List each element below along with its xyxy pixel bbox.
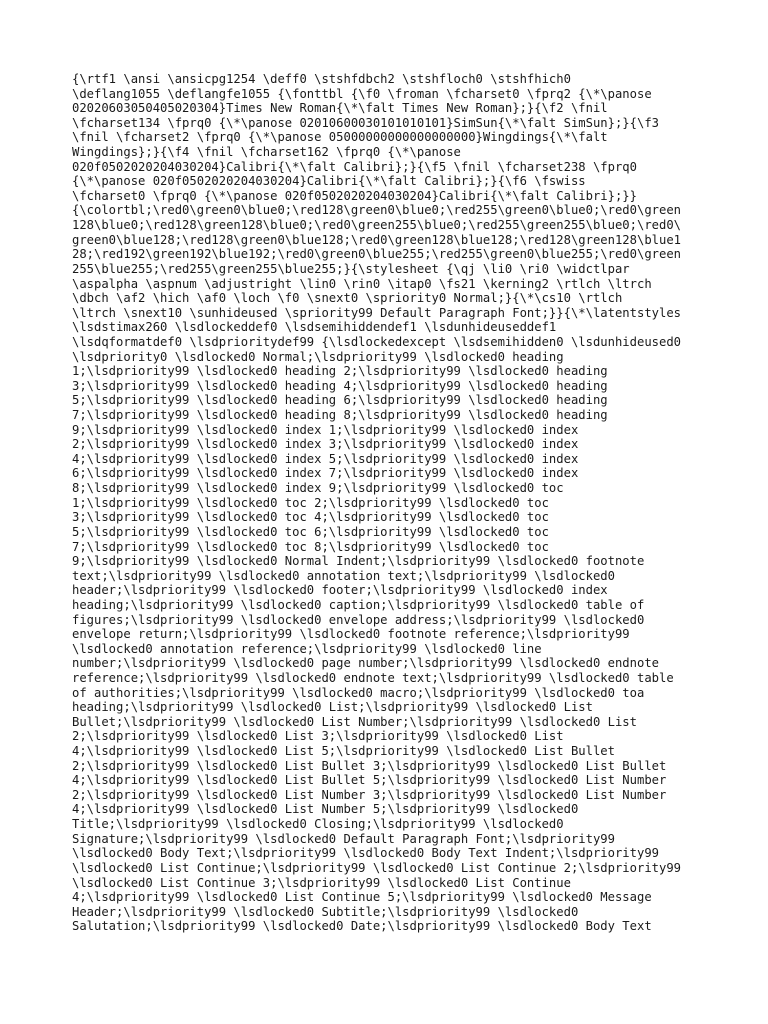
text-line: 3;\lsdpriority99 \lsdlocked0 heading 4;\lsdpriority99 \lsdlocked0 heading (72, 378, 608, 393)
text-line: heading;\lsdpriority99 \lsdlocked0 List;\lsdpriority99 \lsdlocked0 List (72, 700, 593, 715)
text-line: 2;\lsdpriority99 \lsdlocked0 List Number 3;\lsdpriority99 \lsdlocked0 List Number (72, 787, 667, 802)
text-line: 9;\lsdpriority99 \lsdlocked0 Normal Indent;\lsdpriority99 \lsdlocked0 footnote (72, 554, 645, 569)
text-line: Header;\lsdpriority99 \lsdlocked0 Subtitle;\lsdpriority99 \lsdlocked0 (72, 904, 579, 919)
text-line: Salutation;\lsdpriority99 \lsdlocked0 Date;\lsdpriority99 \lsdlocked0 Body Text (72, 919, 652, 934)
text-line: \lsdstimax260 \lsdlockeddef0 \lsdsemihiddendef1 \lsdunhideuseddef1 (72, 320, 557, 335)
text-line: \ltrch \snext10 \sunhideused \spriority99 Default Paragraph Font;}}{\*\latentstyles (72, 305, 682, 320)
text-line: 7;\lsdpriority99 \lsdlocked0 toc 8;\lsdpriority99 \lsdlocked0 toc (72, 539, 549, 554)
text-line: text;\lsdpriority99 \lsdlocked0 annotation text;\lsdpriority99 \lsdlocked0 (72, 568, 615, 583)
text-line: figures;\lsdpriority99 \lsdlocked0 envelope address;\lsdpriority99 \lsdlocked0 (72, 612, 645, 627)
text-line: \lsdlocked0 Body Text;\lsdpriority99 \lsdlocked0 Body Text Indent;\lsdpriority99 (72, 846, 659, 861)
text-line: 4;\lsdpriority99 \lsdlocked0 List Continue 5;\lsdpriority99 \lsdlocked0 Message (72, 890, 652, 905)
text-line: \lsdpriority0 \lsdlocked0 Normal;\lsdpriority99 \lsdlocked0 heading (72, 349, 564, 364)
text-line: \aspalpha \aspnum \adjustright \lin0 \rin0 \itap0 \fs21 \kerning2 \rtlch \ltrch (72, 276, 652, 291)
text-line: 4;\lsdpriority99 \lsdlocked0 List Bullet 5;\lsdpriority99 \lsdlocked0 List Number (72, 773, 667, 788)
text-line: 2;\lsdpriority99 \lsdlocked0 List 3;\lsdpriority99 \lsdlocked0 List (72, 729, 564, 744)
text-line: 8;\lsdpriority99 \lsdlocked0 index 9;\lsdpriority99 \lsdlocked0 toc (72, 481, 564, 496)
text-line: green0\blue128;\red128\green0\blue128;\red0\green128\blue128;\red128\green128\blue1 (72, 232, 682, 247)
text-line: \fcharset0 \fprq0 {\*\panose 020f0502020204030204}Calibri{\*\falt Calibri};}} (72, 188, 637, 203)
text-line: 9;\lsdpriority99 \lsdlocked0 index 1;\lsdpriority99 \lsdlocked0 index (72, 422, 579, 437)
text-line: reference;\lsdpriority99 \lsdlocked0 endnote text;\lsdpriority99 \lsdlocked0 table (72, 670, 674, 685)
text-line: \deflang1055 \deflangfe1055 {\fonttbl {\f0 \froman \fcharset0 \fprq2 {\*\panose (72, 86, 652, 101)
text-line: 255\blue255;\red255\green255\blue255;}{\stylesheet {\qj \li0 \ri0 \widctlpar (72, 261, 630, 276)
text-line: header;\lsdpriority99 \lsdlocked0 footer;\lsdpriority99 \lsdlocked0 index (72, 583, 608, 598)
text-line: 2;\lsdpriority99 \lsdlocked0 List Bullet 3;\lsdpriority99 \lsdlocked0 List Bullet (72, 758, 667, 773)
text-line: Title;\lsdpriority99 \lsdlocked0 Closing;\lsdpriority99 \lsdlocked0 (72, 817, 564, 832)
text-line: 7;\lsdpriority99 \lsdlocked0 heading 8;\lsdpriority99 \lsdlocked0 heading (72, 408, 608, 423)
text-line: \lsdlocked0 List Continue 3;\lsdpriority99 \lsdlocked0 List Continue (72, 875, 571, 890)
text-line: of authorities;\lsdpriority99 \lsdlocked0 macro;\lsdpriority99 \lsdlocked0 toa (72, 685, 645, 700)
text-line: {\colortbl;\red0\green0\blue0;\red128\green0\blue0;\red255\green0\blue0;\red0\green (72, 203, 682, 218)
text-line: 02020603050405020304}Times New Roman{\*\falt Times New Roman};}{\f2 \fnil (72, 101, 608, 116)
text-line: 128\blue0;\red128\green128\blue0;\red0\green255\blue0;\red255\green255\blue0;\red0\ (72, 218, 682, 233)
text-line: {\rtf1 \ansi \ansicpg1254 \deff0 \stshfdbch2 \stshfloch0 \stshfhich0 (72, 72, 571, 86)
text-line: \lsdlocked0 annotation reference;\lsdpriority99 \lsdlocked0 line (72, 641, 542, 656)
text-line: \fnil \fcharset2 \fprq0 {\*\panose 05000000000000000000}Wingdings{\*\falt (72, 130, 608, 145)
text-line: 4;\lsdpriority99 \lsdlocked0 List Number 5;\lsdpriority99 \lsdlocked0 (72, 802, 579, 817)
text-line: 4;\lsdpriority99 \lsdlocked0 List 5;\lsdpriority99 \lsdlocked0 List Bullet (72, 744, 615, 759)
text-line: number;\lsdpriority99 \lsdlocked0 page number;\lsdpriority99 \lsdlocked0 endnote (72, 656, 659, 671)
text-line: 3;\lsdpriority99 \lsdlocked0 toc 4;\lsdpriority99 \lsdlocked0 toc (72, 510, 549, 525)
text-line: Wingdings};}{\f4 \fnil \fcharset162 \fprq0 {\*\panose (72, 145, 461, 160)
text-line: heading;\lsdpriority99 \lsdlocked0 caption;\lsdpriority99 \lsdlocked0 table of (72, 597, 645, 612)
text-line: 28;\red192\green192\blue192;\red0\green0\blue255;\red255\green0\blue255;\red0\green (72, 247, 682, 262)
text-line: 020f0502020204030204}Calibri{\*\falt Calibri};}{\f5 \fnil \fcharset238 \fprq0 (72, 159, 637, 174)
text-line: 5;\lsdpriority99 \lsdlocked0 toc 6;\lsdpriority99 \lsdlocked0 toc (72, 524, 549, 539)
text-line: 2;\lsdpriority99 \lsdlocked0 index 3;\lsdpriority99 \lsdlocked0 index (72, 437, 579, 452)
text-line: 6;\lsdpriority99 \lsdlocked0 index 7;\lsdpriority99 \lsdlocked0 index (72, 466, 579, 481)
text-line: \lsdlocked0 List Continue;\lsdpriority99 \lsdlocked0 List Continue 2;\lsdpriority99 (72, 860, 682, 875)
document-page (72, 72, 702, 934)
text-line: 1;\lsdpriority99 \lsdlocked0 toc 2;\lsdpriority99 \lsdlocked0 toc (72, 495, 549, 510)
text-line: {\*\panose 020f0502020204030204}Calibri{\*\falt Calibri};}{\f6 \fswiss (72, 174, 586, 189)
text-line: \lsdqformatdef0 \lsdprioritydef99 {\lsdlockedexcept \lsdsemihidden0 \lsdunhideused0 (72, 334, 682, 349)
text-line: 5;\lsdpriority99 \lsdlocked0 heading 6;\lsdpriority99 \lsdlocked0 heading (72, 393, 608, 408)
text-line: \dbch \af2 \hich \af0 \loch \f0 \snext0 \spriority0 Normal;}{\*\cs10 \rtlch (72, 291, 623, 306)
text-line: envelope return;\lsdpriority99 \lsdlocked0 footnote reference;\lsdpriority99 (72, 627, 630, 642)
text-line: Bullet;\lsdpriority99 \lsdlocked0 List Number;\lsdpriority99 \lsdlocked0 List (72, 714, 637, 729)
rtf-source-text (72, 72, 702, 934)
text-line: \fcharset134 \fprq0 {\*\panose 02010600030101010101}SimSun{\*\falt SimSun};}{\f3 (72, 115, 659, 130)
text-line: Signature;\lsdpriority99 \lsdlocked0 Default Paragraph Font;\lsdpriority99 (72, 831, 615, 846)
text-line: 4;\lsdpriority99 \lsdlocked0 index 5;\lsdpriority99 \lsdlocked0 index (72, 451, 579, 466)
text-line: 1;\lsdpriority99 \lsdlocked0 heading 2;\lsdpriority99 \lsdlocked0 heading (72, 364, 608, 379)
